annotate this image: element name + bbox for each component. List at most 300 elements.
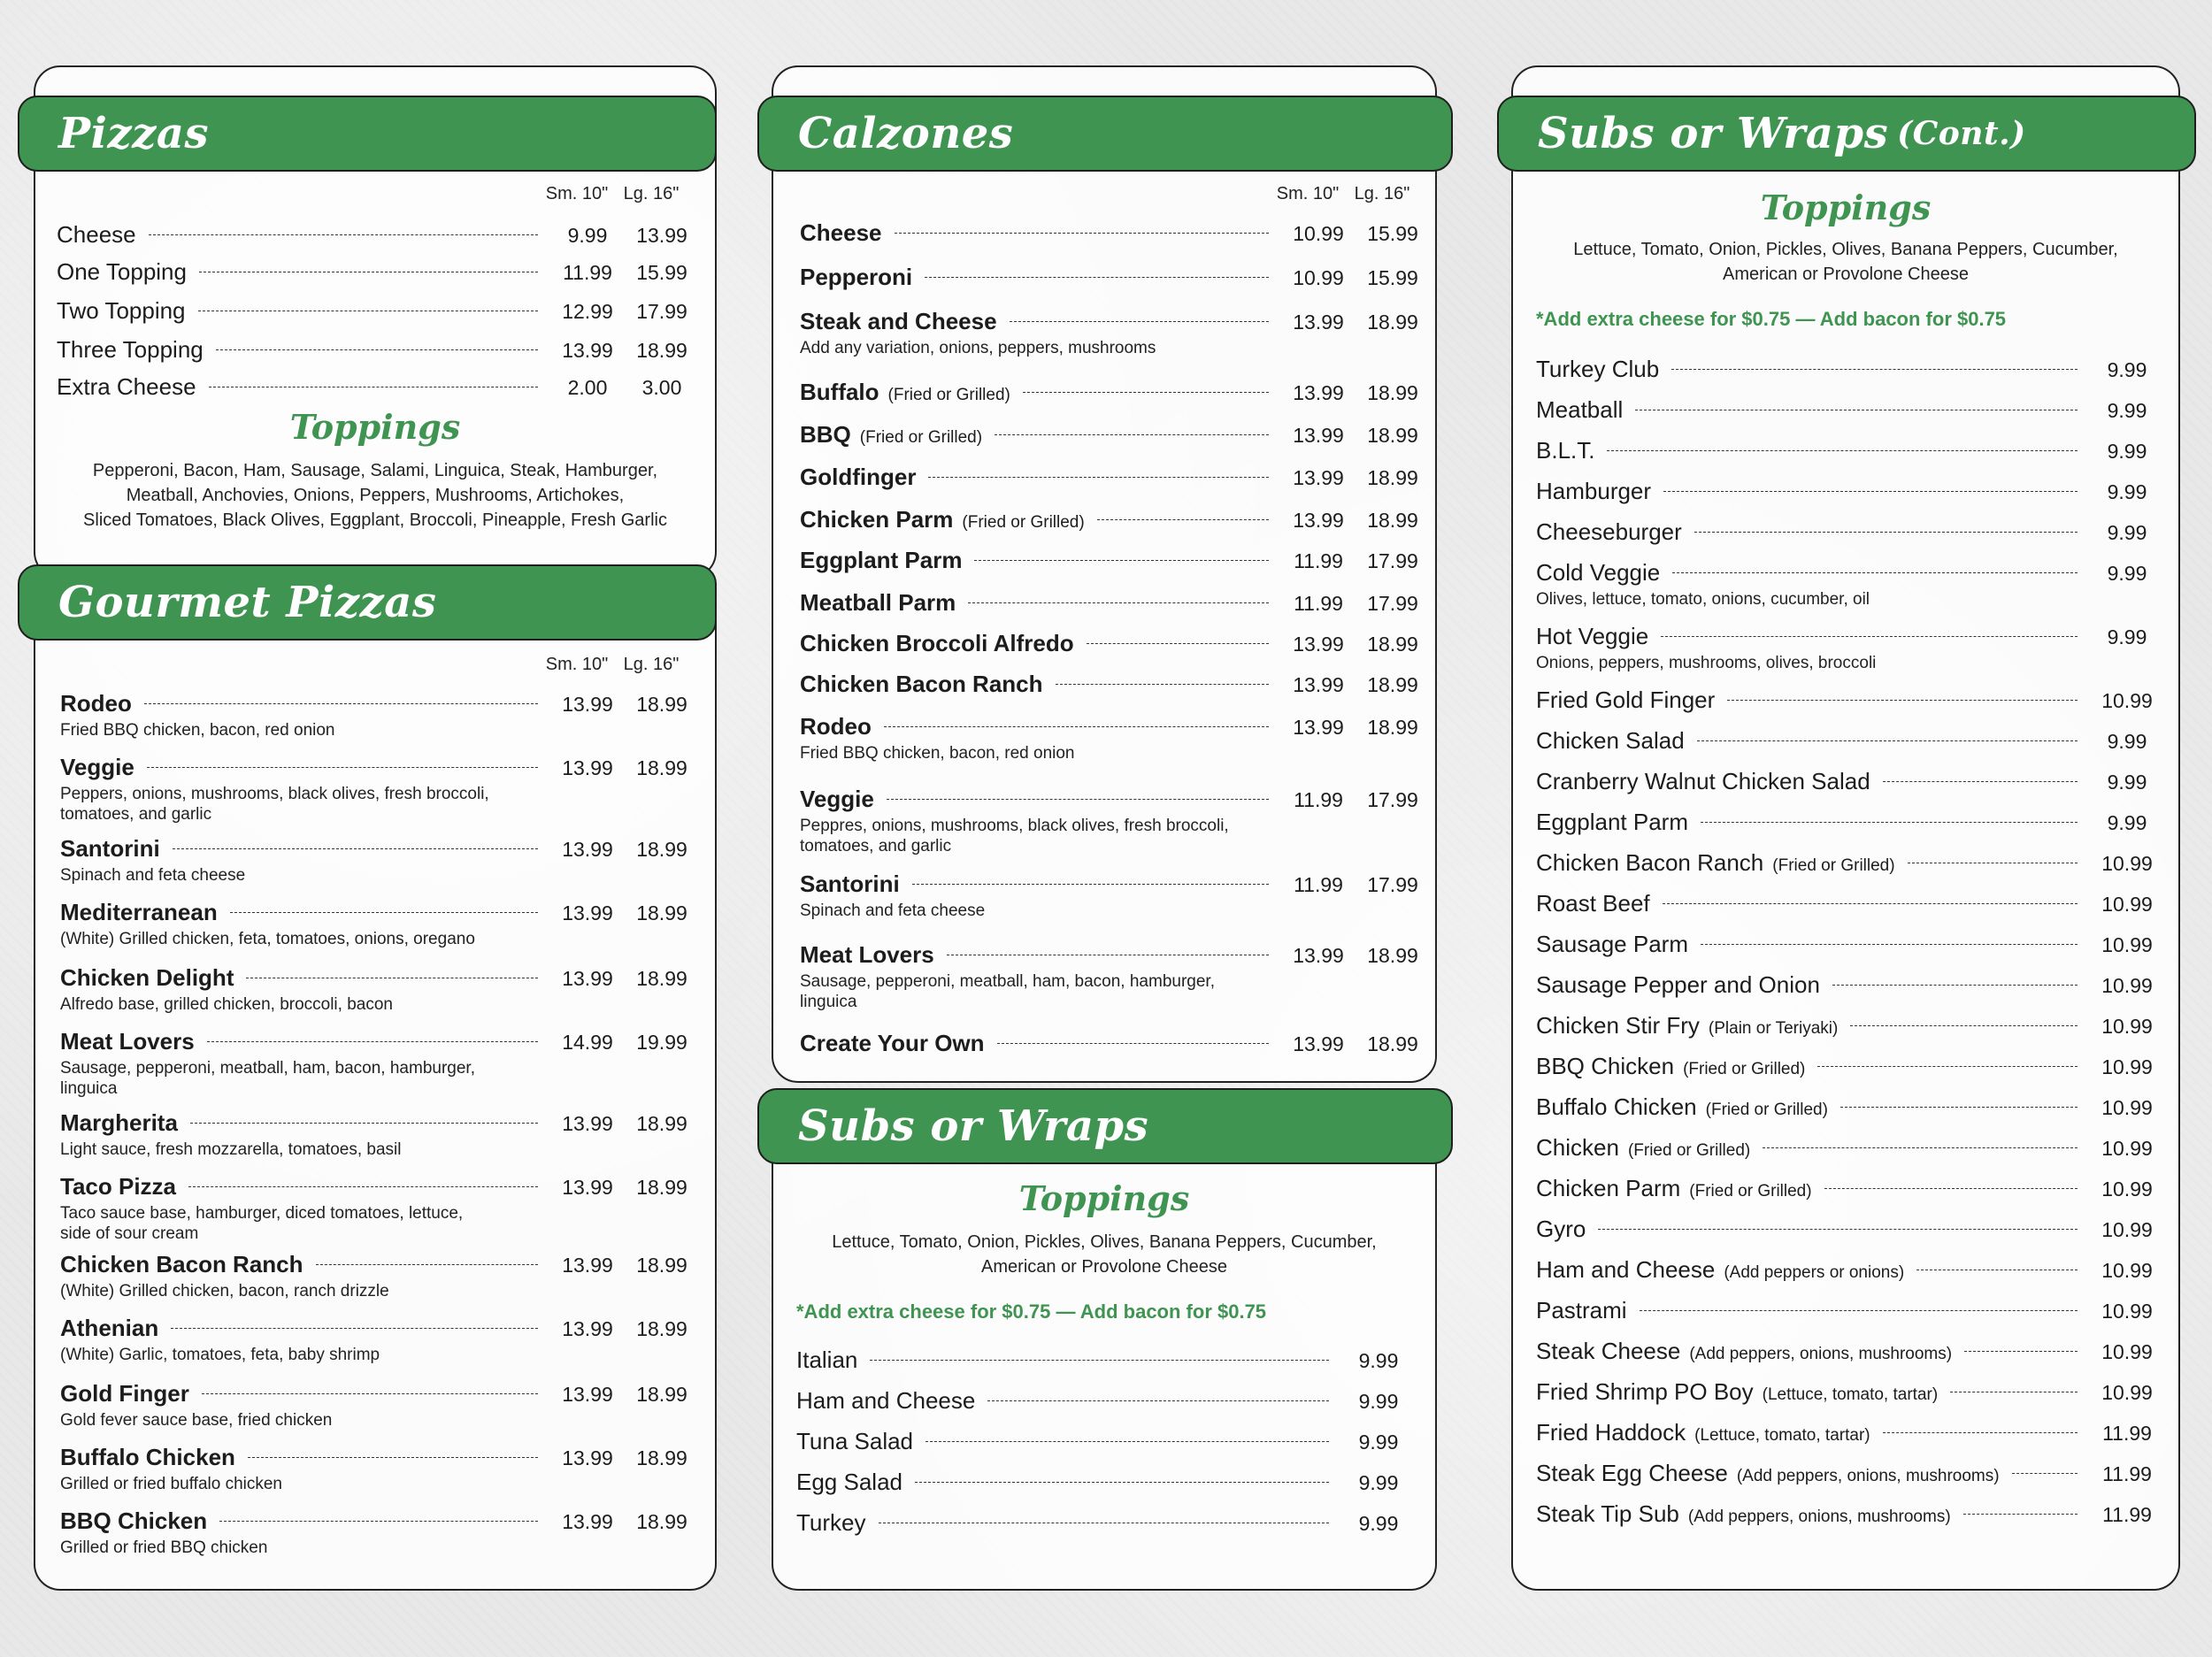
item-name: Roast Beef [1536,890,1650,917]
item-name: Meat Lovers [60,1028,195,1055]
price-small: 13.99 [1293,311,1344,334]
item-name: Steak Egg Cheese [1536,1460,1728,1486]
menu-item-row [60,1028,699,1055]
price-small: 11.99 [1294,549,1343,572]
menu-item-row [1536,849,2164,877]
item-description: (White) Grilled chicken, feta, tomatoes, onions, oregano [60,930,475,948]
dotted-leader [171,1328,538,1329]
price-large: 15.99 [1367,266,1418,289]
price: 10.99 [2101,974,2153,997]
price: 9.99 [2107,480,2147,503]
dotted-leader [1832,985,2078,986]
price-large: 18.99 [1367,716,1418,739]
item-name: B.L.T. [1536,437,1595,464]
dotted-leader [2012,1473,2078,1474]
item-name: Cranberry Walnut Chicken Salad [1536,768,1870,794]
price: 11.99 [2102,1503,2152,1526]
dotted-leader [1672,572,2078,573]
dotted-leader [912,884,1269,885]
menu-item-row [57,258,699,286]
price: 9.99 [1358,1431,1399,1454]
item-name: Cheese [57,221,136,248]
menu-item-row [800,379,1430,406]
price-large: 18.99 [1367,424,1418,447]
price: 9.99 [2107,440,2147,463]
subs-toppings-title: Toppings [1018,1178,1190,1218]
price: 10.99 [2101,1340,2153,1363]
dotted-leader [1817,1066,2078,1067]
toppings-line: Lettuce, Tomato, Onion, Pickles, Olives, Banana Peppers, Cucumber, [1573,240,2118,259]
subs-toppings-text [772,1230,1437,1279]
price-large: 17.99 [1367,592,1418,615]
dotted-leader [248,1457,538,1458]
toppings-line: Sliced Tomatoes, Black Olives, Eggplant, Broccoli, Pineapple, Fresh Garlic [83,510,667,530]
price-large: 18.99 [1367,1032,1418,1055]
item-description: Fried BBQ chicken, bacon, red onion [800,744,1075,763]
price-small: 13.99 [1293,944,1344,967]
menu-item-row [60,899,699,926]
menu-item-row [800,589,1430,617]
menu-item-row [796,1387,1416,1415]
item-name: Chicken Stir Fry [1536,1012,1700,1039]
dotted-leader [1963,1514,2078,1515]
item-name: Chicken Parm [1536,1175,1681,1201]
price: 9.99 [1358,1512,1399,1535]
price-small: 10.99 [1293,266,1344,289]
toppings-line: Pepperoni, Bacon, Ham, Sausage, Salami, Linguica, Steak, Hamburger, [92,461,658,480]
price-small: 11.99 [1294,873,1343,896]
dotted-leader [895,233,1270,234]
price-large: 18.99 [636,1446,687,1469]
item-note: (Fried or Grilled) [1705,1101,1828,1119]
menu-item-row [1536,1134,2164,1162]
item-description: Alfredo base, grilled chicken, broccoli, bacon [60,995,393,1014]
item-name: Fried Gold Finger [1536,687,1716,713]
menu-item-row [57,221,699,249]
item-name: Veggie [60,754,134,780]
dotted-leader [1663,491,2078,492]
menu-item-row [1536,1093,2164,1121]
size-small-label: Sm. 10" [545,655,609,674]
item-name: Ham and Cheese [796,1387,976,1414]
price-small: 11.99 [563,261,612,284]
price: 9.99 [2107,562,2147,585]
menu-item-row [1536,768,2164,795]
toppings-line: Lettuce, Tomato, Onion, Pickles, Olives, Banana Peppers, Cucumber, [832,1232,1377,1252]
item-name: Athenian [60,1315,159,1341]
pizzas-toppings-title: Toppings [289,407,461,447]
item-name: Buffalo Chicken [1536,1093,1697,1120]
price: 10.99 [2101,689,2153,712]
item-note: (Add peppers, onions, mushrooms) [1687,1507,1951,1526]
price-large: 18.99 [1367,633,1418,656]
item-name: Gyro [1536,1216,1586,1242]
price: 9.99 [1358,1390,1399,1413]
price-large: 15.99 [1367,222,1418,245]
menu-item-row [60,690,699,717]
item-note: (Lettuce, tomato, tartar) [1762,1385,1939,1404]
pizzas-toppings [34,407,717,548]
item-name: Hot Veggie [1536,623,1649,649]
dotted-leader [1598,1229,2078,1230]
price: 9.99 [2107,358,2147,381]
subs-toppings [772,1178,1437,1285]
menu-item-row [1536,1419,2164,1446]
item-name: Buffalo Chicken [60,1444,235,1470]
price-small: 13.99 [562,1383,613,1406]
dotted-leader [1607,450,2078,451]
price-large: 15.99 [636,261,687,284]
price-small: 13.99 [1293,633,1344,656]
pizzas-banner [18,96,717,172]
dotted-leader [968,602,1269,603]
menu-item-row [1536,971,2164,999]
dotted-leader [147,767,538,768]
item-name: Cheese [800,219,882,246]
price-large: 18.99 [636,1254,687,1277]
price: 10.99 [2101,852,2153,875]
price: 10.99 [2101,1300,2153,1323]
menu-item-row [1536,1216,2164,1243]
calzones-panel [772,65,1437,1083]
price-large: 18.99 [1367,466,1418,489]
dotted-leader [1840,1107,2078,1108]
calzones-banner [757,96,1453,172]
price: 10.99 [2101,1178,2153,1201]
price: 9.99 [2107,771,2147,794]
item-description: Taco sauce base, hamburger, diced tomatoes, lettuce, [60,1204,464,1223]
dotted-leader [230,912,538,913]
size-large-label: Lg. 16" [1354,184,1410,203]
price-large: 17.99 [1367,549,1418,572]
item-description: Sausage, pepperoni, meatball, ham, bacon, hamburger, [60,1059,475,1078]
menu-item-row [1536,1297,2164,1324]
dotted-leader [1824,1188,2078,1189]
dotted-leader [987,1400,1329,1401]
pizzas-toppings-text [34,458,717,533]
price-large: 18.99 [636,1112,687,1135]
price: 10.99 [2101,1055,2153,1078]
item-description: Light sauce, fresh mozzarella, tomatoes, basil [60,1140,402,1159]
item-name: Chicken Bacon Ranch [1536,849,1764,876]
menu-item-row [800,264,1430,291]
item-note: (Add peppers, onions, mushrooms) [1736,1467,2000,1485]
dotted-leader [1883,1432,2078,1433]
price-small: 13.99 [562,1317,613,1340]
price-small: 13.99 [562,339,613,362]
price: 10.99 [2101,1218,2153,1241]
menu-item-row [60,835,699,863]
item-name: Eggplant Parm [1536,809,1688,835]
item-name: Goldfinger [800,464,917,490]
menu-item-row [60,1380,699,1408]
menu-item-row [57,336,699,364]
menu-item-row [60,964,699,992]
dotted-leader [216,349,538,350]
item-description: (White) Garlic, tomatoes, feta, baby shrimp [60,1346,380,1364]
item-name: Pastrami [1536,1297,1627,1323]
item-description: linguica [60,1079,118,1098]
item-name: Santorini [800,871,900,897]
item-name: Steak Tip Sub [1536,1500,1679,1527]
menu-item-row [60,1444,699,1471]
price: 9.99 [2107,811,2147,834]
dotted-leader [1850,1025,2078,1026]
item-name: Tuna Salad [796,1428,914,1454]
dotted-leader [188,1186,538,1187]
subs-extra-note: *Add extra cheese for $0.75 — Add bacon for $0.75 [796,1300,1267,1323]
dotted-leader [1697,740,2078,741]
price-large: 13.99 [636,224,687,247]
menu-item-row [800,871,1430,898]
price-small: 13.99 [562,901,613,924]
item-note: (Add peppers, onions, mushrooms) [1689,1345,1953,1363]
menu-item-row [800,506,1430,533]
subs-cont-toppings-text [1511,237,2180,287]
price-large: 18.99 [636,1176,687,1199]
toppings-line: Meatball, Anchovies, Onions, Peppers, Mushrooms, Artichokes, [126,486,625,505]
item-note: (Fried or Grilled) [859,428,983,447]
item-note: (Lettuce, tomato, tartar) [1694,1426,1870,1445]
menu-item-row [800,219,1430,247]
price-small: 13.99 [562,1112,613,1135]
item-name: Rodeo [800,713,872,740]
item-name: Create Your Own [800,1030,985,1056]
price-small: 13.99 [562,1446,613,1469]
item-name: Hamburger [1536,478,1652,504]
price: 9.99 [1358,1349,1399,1372]
item-name: Turkey Club [1536,356,1660,382]
item-description: Spinach and feta cheese [60,866,246,885]
price-large: 19.99 [636,1031,687,1054]
menu-item-row [1536,809,2164,836]
item-note: (Fried or Grilled) [962,513,1085,532]
item-description: linguica [800,993,857,1011]
price-large: 3.00 [641,376,682,399]
dotted-leader [887,799,1269,800]
price-small: 13.99 [1293,1032,1344,1055]
item-name: One Topping [57,258,187,285]
item-note: (Plain or Teriyaki) [1708,1019,1839,1038]
item-name: Extra Cheese [57,373,196,400]
dotted-leader [173,848,538,849]
price-small: 13.99 [1293,424,1344,447]
item-name: Chicken Parm [800,506,954,533]
price-small: 13.99 [562,967,613,990]
price: 9.99 [2107,730,2147,753]
subs-cont-title-suffix: (Cont.) [1897,115,2026,152]
dotted-leader [1097,519,1269,520]
item-note: (Fried or Grilled) [1689,1182,1812,1201]
price-small: 13.99 [1293,673,1344,696]
price: 10.99 [2101,933,2153,956]
item-name: Rodeo [60,690,132,717]
dotted-leader [997,1043,1269,1044]
price-small: 13.99 [562,756,613,779]
price: 10.99 [2101,1259,2153,1282]
menu-item-row [1536,437,2164,464]
menu-item-row [796,1469,1416,1496]
item-name: Chicken [1536,1134,1619,1161]
menu-item-row [800,1030,1430,1057]
subs-cont-title: Subs or Wraps [1538,109,1889,158]
item-name: Taco Pizza [60,1173,177,1200]
item-description: Sausage, pepperoni, meatball, ham, bacon, hamburger, [800,972,1215,991]
item-name: Turkey [796,1509,866,1536]
subs-cont-extra-note: *Add extra cheese for $0.75 — Add bacon for $0.75 [1536,308,2007,330]
menu-item-row [1536,1500,2164,1528]
dotted-leader [149,234,538,235]
item-note: (Fried or Grilled) [1772,856,1895,875]
item-description: tomatoes, and garlic [60,805,212,824]
menu-item-row [1536,1175,2164,1202]
pizzas-size-header [540,184,688,204]
price-large: 18.99 [636,756,687,779]
dotted-leader [1661,636,2078,637]
item-description: tomatoes, and garlic [800,837,952,855]
price: 9.99 [2107,521,2147,544]
calzones-title: Calzones [798,109,1014,158]
price-small: 13.99 [562,1176,613,1199]
item-name: Chicken Bacon Ranch [800,671,1043,697]
price-large: 18.99 [636,901,687,924]
dotted-leader [870,1360,1329,1361]
menu-item-row [60,1315,699,1342]
item-name: Sausage Parm [1536,931,1688,957]
size-small-label: Sm. 10" [545,184,609,203]
price-large: 18.99 [1367,673,1418,696]
price-large: 18.99 [1367,311,1418,334]
price-large: 17.99 [636,300,687,323]
price-small: 13.99 [1293,509,1344,532]
menu-item-row [1536,687,2164,714]
item-name: Chicken Salad [1536,727,1685,754]
item-name: Sausage Pepper and Onion [1536,971,1820,998]
item-description: Add any variation, onions, peppers, mushrooms [800,339,1156,357]
dotted-leader [1694,532,2078,533]
item-description: side of sour cream [60,1224,199,1243]
price: 11.99 [2102,1462,2152,1485]
menu-item-row [800,786,1430,813]
item-name: BBQ Chicken [1536,1053,1675,1079]
menu-item-row [1536,518,2164,546]
menu-item-row [796,1346,1416,1374]
menu-item-row [1536,1338,2164,1365]
dotted-leader [1701,944,2078,945]
gourmet-banner [18,564,717,641]
toppings-line: American or Provolone Cheese [981,1257,1227,1277]
price: 9.99 [2107,399,2147,422]
item-name: Meat Lovers [800,941,934,968]
price-small: 13.99 [562,838,613,861]
price-large: 18.99 [636,1317,687,1340]
menu-item-row [1536,931,2164,958]
item-name: BBQ Chicken [60,1507,208,1534]
item-description: (White) Grilled chicken, bacon, ranch drizzle [60,1282,389,1300]
calzones-size-header [1271,184,1419,204]
item-description: Grilled or fried BBQ chicken [60,1538,268,1557]
subs-cont-toppings-title: Toppings [1760,188,1932,227]
item-name: Cold Veggie [1536,559,1661,586]
size-small-label: Sm. 10" [1276,184,1340,203]
subs-banner [757,1088,1453,1164]
menu-item-row [1536,396,2164,424]
price-small: 9.99 [567,224,608,247]
price: 11.99 [2102,1422,2152,1445]
price-large: 18.99 [636,339,687,362]
price-large: 17.99 [1367,788,1418,811]
menu-item-row [800,630,1430,657]
item-description: Olives, lettuce, tomato, onions, cucumber, oil [1536,590,1870,609]
price-small: 13.99 [562,1510,613,1533]
toppings-line: American or Provolone Cheese [1723,265,1969,284]
size-large-label: Lg. 16" [623,655,680,674]
menu-item-row [1536,1460,2164,1487]
item-note: (Add peppers or onions) [1724,1263,1905,1282]
dotted-leader [884,726,1269,727]
subs-title: Subs or Wraps [798,1101,1149,1151]
dotted-leader [926,1441,1329,1442]
dotted-leader [1010,321,1269,322]
dotted-leader [1640,1310,2078,1311]
item-name: Steak Cheese [1536,1338,1681,1364]
price: 10.99 [2101,1137,2153,1160]
item-note: (Fried or Grilled) [1627,1141,1751,1160]
price-large: 18.99 [1367,944,1418,967]
dotted-leader [1763,1147,2078,1148]
menu-item-row [1536,623,2164,650]
dotted-leader [207,1041,538,1042]
item-name: Buffalo [800,379,879,405]
item-description: Fried BBQ chicken, bacon, red onion [60,721,335,740]
dotted-leader [144,703,538,704]
price-small: 13.99 [562,693,613,716]
dotted-leader [202,1393,538,1394]
price-small: 13.99 [1293,381,1344,404]
item-name: Mediterranean [60,899,218,925]
dotted-leader [928,477,1269,478]
item-description: Onions, peppers, mushrooms, olives, broccoli [1536,654,1877,672]
dotted-leader [1727,700,2078,701]
dotted-leader [1883,781,2078,782]
dotted-leader [1671,369,2078,370]
item-name: Egg Salad [796,1469,902,1495]
price-small: 11.99 [1294,788,1343,811]
menu-item-row [1536,1378,2164,1406]
menu-item-row [796,1509,1416,1537]
menu-item-row [1536,890,2164,917]
item-description: Grilled or fried buffalo chicken [60,1475,282,1493]
item-description: Peppers, onions, mushrooms, black olives, fresh broccoli, [60,785,489,803]
menu-item-row [800,671,1430,698]
dotted-leader [1023,392,1269,393]
item-name: Eggplant Parm [800,547,963,573]
menu-item-row [1536,559,2164,587]
gourmet-size-header [540,655,688,675]
dotted-leader [995,434,1269,435]
price-large: 18.99 [636,1383,687,1406]
dotted-leader [1663,903,2078,904]
gourmet-title: Gourmet Pizzas [58,578,437,627]
price: 10.99 [2101,1015,2153,1038]
dotted-leader [1701,822,2078,823]
price-large: 18.99 [1367,381,1418,404]
dotted-leader [316,1264,538,1265]
item-name: Margherita [60,1109,178,1136]
item-name: Two Topping [57,297,186,324]
menu-item-row [1536,356,2164,383]
menu-item-row [1536,1256,2164,1284]
